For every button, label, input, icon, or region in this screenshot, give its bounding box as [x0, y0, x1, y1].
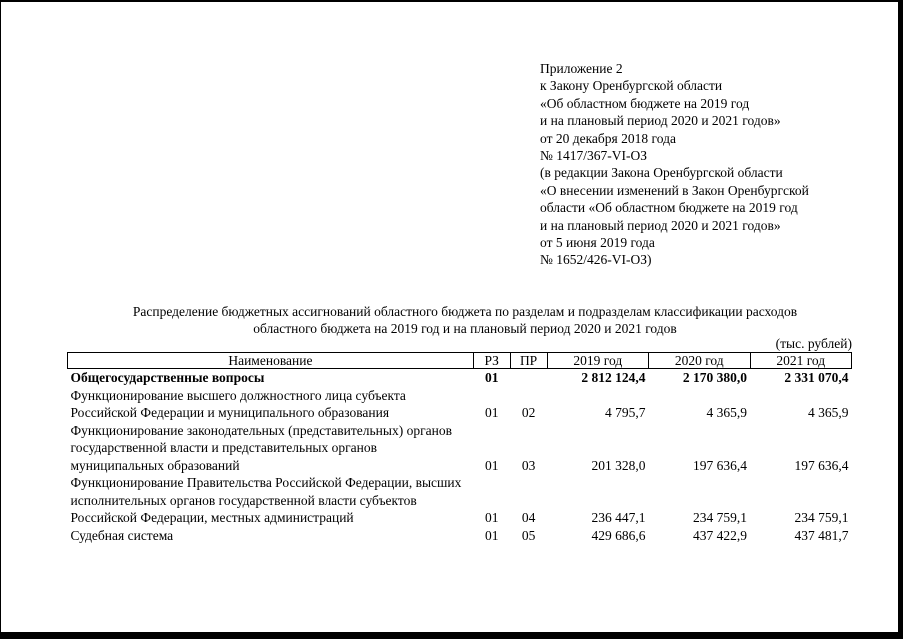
appendix-line: и на плановый период 2020 и 2021 годов» — [540, 217, 781, 233]
header-name: Наименование — [68, 353, 474, 369]
row-2019: 429 686,6 — [591, 527, 646, 543]
table-row — [68, 369, 852, 387]
row-2020: 197 636,4 — [693, 457, 747, 473]
row-rz: 01 — [484, 510, 499, 525]
row-rz: 01 — [484, 405, 499, 420]
document-title — [70, 303, 860, 337]
title-line-1: Распределение бюджетных ассигнований областного бюджета по разделам и подразделам классификации расходов — [132, 304, 798, 319]
appendix-line: № 1417/367-VI-ОЗ — [540, 148, 648, 164]
row-name: Судебная система — [70, 527, 174, 543]
row-rz: 01 — [484, 370, 499, 385]
row-pr: 03 — [521, 457, 536, 473]
row-pr — [510, 369, 547, 387]
row-rz: 01 — [484, 457, 499, 473]
row-2021: 197 636,4 — [794, 457, 849, 473]
row-2020: 2 170 380,0 — [682, 370, 747, 385]
table-row — [68, 474, 852, 527]
row-2019: 4 795,7 — [605, 405, 646, 420]
appendix-line: № 1652/426-VI-ОЗ) — [540, 252, 652, 268]
appendix-line: от 20 декабря 2018 года — [540, 130, 676, 146]
row-2021: 234 759,1 — [794, 510, 849, 525]
appendix-line: к Закону Оренбургской области — [540, 78, 723, 94]
row-2020: 437 422,9 — [693, 527, 747, 543]
budget-table — [67, 352, 852, 544]
table-row — [68, 422, 852, 475]
appendix-line: от 5 июня 2019 года — [540, 235, 655, 251]
row-2020: 234 759,1 — [693, 510, 747, 525]
title-line-2: областного бюджета на 2019 год и на плановый период 2020 и 2021 годов — [253, 321, 677, 336]
appendix-line: «О внесении изменений в Закон Оренбургской — [540, 182, 809, 198]
appendix-line: (в редакции Закона Оренбургской области — [540, 165, 783, 181]
row-name: Функционирование законодательных (представительных) органов государственной власти и представительных органов муниципальных образований — [70, 422, 452, 473]
row-2019: 201 328,0 — [591, 457, 646, 473]
row-rz: 01 — [484, 527, 499, 543]
row-2020: 4 365,9 — [706, 405, 747, 420]
appendix-line: и на плановый период 2020 и 2021 годов» — [540, 113, 781, 129]
table-row — [68, 387, 852, 422]
header-pr: ПР — [510, 353, 547, 369]
row-2021: 2 331 070,4 — [784, 370, 849, 385]
row-2021: 4 365,9 — [808, 405, 849, 420]
appendix-line: области «Об областном бюджете на 2019 год — [540, 200, 798, 216]
header-rz: РЗ — [473, 353, 510, 369]
row-2021: 437 481,7 — [794, 527, 849, 543]
row-name: Функционирование Правительства Российской Федерации, высших исполнительных органов государственной власти субъектов Российской Федерации, местных администраций — [70, 475, 462, 525]
table-header-row — [68, 353, 852, 369]
table-row — [68, 527, 852, 545]
header-2021: 2021 год — [750, 353, 852, 369]
row-2019: 236 447,1 — [591, 510, 646, 525]
row-2019: 2 812 124,4 — [581, 370, 646, 385]
row-name: Функционирование высшего должностного лица субъекта Российской Федерации и муниципального образования — [70, 387, 406, 420]
units-label: (тыс. рублей) — [775, 336, 852, 351]
row-name: Общегосударственные вопросы — [70, 370, 265, 385]
table-body — [68, 369, 852, 545]
row-pr: 05 — [521, 527, 536, 543]
row-pr: 02 — [521, 405, 536, 420]
header-2019: 2019 год — [547, 353, 648, 369]
appendix-block — [540, 60, 809, 269]
header-2020: 2020 год — [649, 353, 750, 369]
appendix-line: Приложение 2 — [540, 61, 623, 76]
appendix-line: «Об областном бюджете на 2019 год — [540, 95, 750, 111]
row-pr: 04 — [521, 510, 536, 525]
